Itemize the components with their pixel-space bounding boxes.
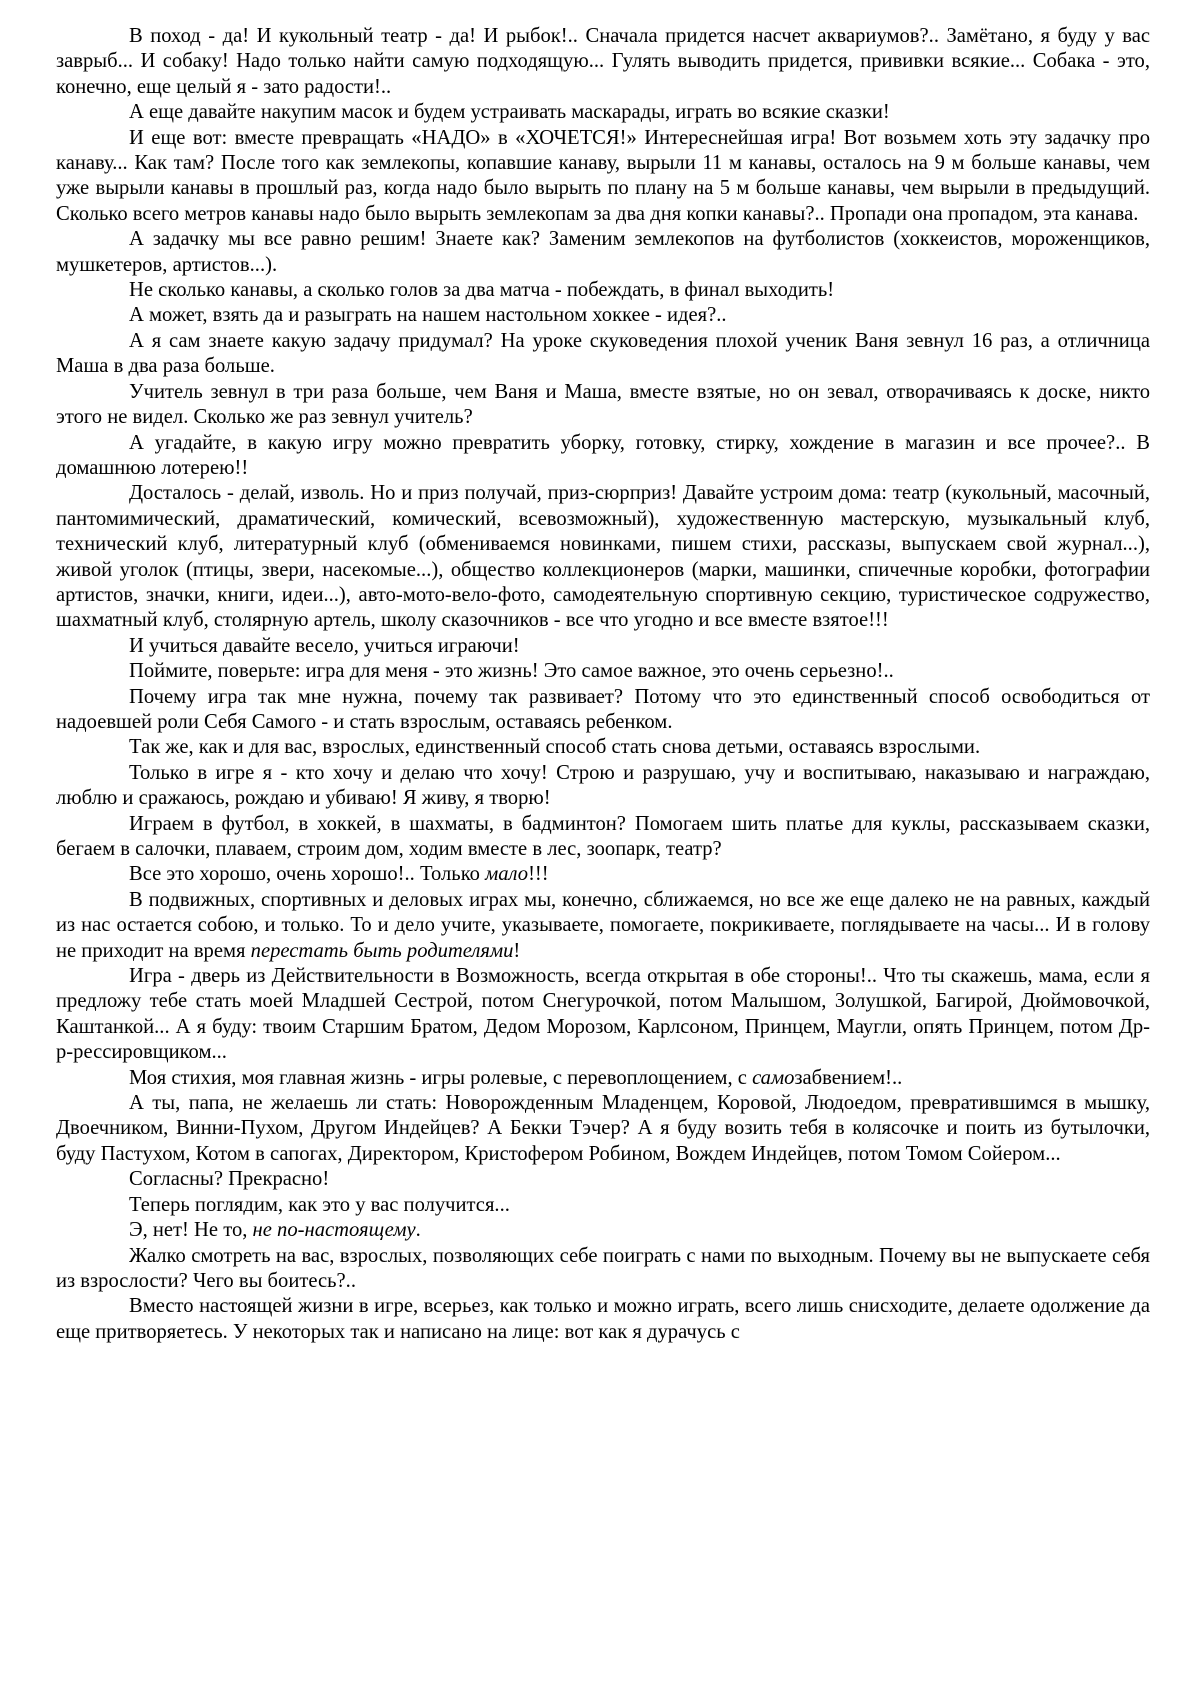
- text-run: Учитель зевнул в три раза больше, чем Ваня и Маша, вместе взятые, но он зевал, отворачиваясь к доске, никто этого не видел. Сколько же раз зевнул учитель?: [56, 380, 1150, 429]
- text-run: А ты, папа, не желаешь ли стать: Новорожденным Младенцем, Коровой, Людоедом, превратившимся в мышку, Двоечником, Винни-Пухом, Другом Индейцев? А Бекки Тэчер? А я буду возить тебя в колясочке и поить из бутылочки, буду Пастухом, Котом в сапогах, Директором, Кристофером Робином, Вождем Индейцев, потом Томом Сойером...: [56, 1092, 1150, 1165]
- paragraph: [56, 227, 1150, 278]
- text-run: А может, взять да и разыграть на нашем настольном хоккее - идея?..: [129, 304, 727, 327]
- paragraph: [56, 1218, 1150, 1243]
- text-run: А угадайте, в какую игру можно превратить уборку, готовку, стирку, хождение в магазин и все прочее?.. В домашнюю лотерею!!: [56, 431, 1150, 479]
- paragraph: [56, 1244, 1150, 1295]
- paragraph: [56, 24, 1150, 100]
- paragraph: [56, 278, 1150, 303]
- paragraph: [56, 659, 1150, 684]
- paragraph: [56, 862, 1150, 887]
- text-run: Досталось - делай, изволь. Но и приз получай, приз-сюрприз! Давайте устроим дома: театр (кукольный, масочный, пантомимический, драматический, комический, всевозможный), художественную мастерскую, музыкальный клуб, технический клуб, литературный клуб (обмениваемся новинками, пишем стихи, рассказы, выпускаем свой журнал...), живой уголок (птицы, звери, насекомые...), общество коллекционеров (марки, машинки, спичечные коробки, фотографии артистов, значки, книги, идеи...), авто-мото-вело-фото, самодеятельную спортивную секцию, туристическое содружество, шахматный клуб, столярную артель, школу сказочников - все что угодно и все вместе взятое!!!: [56, 482, 1150, 632]
- text-run: Согласны? Прекрасно!: [129, 1168, 330, 1191]
- paragraph: [56, 964, 1150, 1066]
- italic-emphasis: мало: [485, 863, 529, 886]
- paragraph: [56, 303, 1150, 328]
- paragraph: [56, 888, 1150, 964]
- paragraph: [56, 126, 1150, 228]
- paragraph: [56, 100, 1150, 125]
- text-run: забвением!..: [794, 1066, 903, 1089]
- paragraph: [56, 329, 1150, 380]
- text-run: Моя стихия, моя главная жизнь - игры ролевые, с перевоплощением, с: [129, 1066, 753, 1089]
- paragraph: [56, 685, 1150, 736]
- text-run: А еще давайте накупим масок и будем устраивать маскарады, играть во всякие сказки!: [129, 101, 890, 124]
- paragraph: [56, 1294, 1150, 1345]
- text-run: !!!: [528, 863, 549, 886]
- text-run: А я сам знаете какую задачу придумал? На уроке скуковедения плохой ученик Ваня зевнул 16 раз, а отличница Маша в два раза больше.: [56, 329, 1150, 378]
- text-run: Теперь поглядим, как это у вас получится...: [129, 1193, 510, 1216]
- text-run: Почему игра так мне нужна, почему так развивает? Потому что это единственный способ освободиться от надоевшей роли Себя Самого - и стать взрослым, оставаясь ребенком.: [56, 685, 1150, 733]
- paragraph: [56, 380, 1150, 431]
- text-run: И учиться давайте весело, учиться играючи!: [129, 634, 520, 657]
- text-run: Играем в футбол, в хоккей, в шахматы, в бадминтон? Помогаем шить платье для куклы, рассказываем сказки, бегаем в салочки, плаваем, строим дом, ходим вместе в лес, зоопарк, театр?: [56, 812, 1150, 860]
- text-run: Не сколько канавы, а сколько голов за два матча - побеждать, в финал выходить!: [129, 279, 835, 302]
- text-run: .: [415, 1219, 421, 1242]
- paragraph: [56, 481, 1150, 633]
- text-run: Только в игре я - кто хочу и делаю что хочу! Строю и разрушаю, учу и воспитываю, наказываю и награждаю, люблю и сражаюсь, рождаю и убиваю! Я живу, я творю!: [56, 761, 1150, 810]
- paragraph: [56, 1091, 1150, 1167]
- text-run: В поход - да! И кукольный театр - да! И рыбок!.. Сначала придется насчет аквариумов?.. Замётано, я буду у вас заврыб... И собаку! Надо только найти самую подходящую... Гулять выводить придется, прививки всякие... Собака - это, конечно, еще целый я - зато радости!..: [56, 25, 1150, 98]
- text-run: Вместо настоящей жизни в игре, всерьез, как только и можно играть, всего лишь снисходите, делаете одолжение да еще притворяетесь. У некоторых так и написано на лице: вот как я дурачусь с: [56, 1295, 1150, 1343]
- paragraph: [56, 431, 1150, 482]
- paragraph: [56, 1193, 1150, 1218]
- text-run: А задачку мы все равно решим! Знаете как? Заменим землекопов на футболистов (хоккеистов, мороженщиков, мушкетеров, артистов...).: [56, 228, 1150, 276]
- paragraph: [56, 1167, 1150, 1192]
- italic-emphasis: перестать быть родителями: [250, 939, 514, 962]
- italic-emphasis: само: [752, 1066, 795, 1089]
- text-run: Все это хорошо, очень хорошо!.. Только: [129, 863, 486, 886]
- italic-emphasis: не по-настоящему: [252, 1219, 416, 1242]
- paragraph: [56, 735, 1150, 760]
- document-page: [56, 24, 1150, 1684]
- text-run: И еще вот: вместе превращать «НАДО» в «ХОЧЕТСЯ!» Интереснейшая игра! Вот возьмем хоть эту задачку про канаву... Как там? После того как землекопы, копавшие канаву, вырыли 11 м канавы, осталось на 9 м больше канавы, чем уже вырыли канавы в прошлый раз, когда надо было вырыть по плану на 5 м больше канавы, чем вырыли в предыдущий. Сколько всего метров канавы надо было вырыть землекопам за два дня копки канавы?.. Пропади она пропадом, эта канава.: [56, 126, 1150, 225]
- text-run: Так же, как и для вас, взрослых, единственный способ стать снова детьми, оставаясь взрослыми.: [129, 736, 981, 759]
- text-run: Игра - дверь из Действительности в Возможность, всегда открытая в обе стороны!.. Что ты скажешь, мама, если я предложу тебе стать моей Младшей Сестрой, потом Снегурочкой, потом Малышом, Золушкой, Багирой, Дюймовочкой, Каштанкой... А я буду: твоим Старшим Братом, Дедом Морозом, Карлсоном, Принцем, Маугли, опять Принцем, потом Др-р-рессировщиком...: [56, 965, 1150, 1064]
- paragraph: [56, 634, 1150, 659]
- text-run: Э, нет! Не то,: [129, 1219, 253, 1242]
- text-run: Жалко смотреть на вас, взрослых, позволяющих себе поиграть с нами по выходным. Почему вы не выпускаете себя из взрослости? Чего вы боитесь?..: [56, 1244, 1150, 1292]
- text-run: Поймите, поверьте: игра для меня - это жизнь! Это самое важное, это очень серьезно!..: [129, 660, 894, 683]
- paragraph: [56, 761, 1150, 812]
- text-run: В подвижных, спортивных и деловых играх мы, конечно, сближаемся, но все же еще далеко не на равных, каждый из нас остается собою, и только. То и дело учите, указываете, помогаете, покрикиваете, поглядываете на часы... И в голову не приходит на время: [56, 888, 1150, 962]
- text-run: !: [513, 939, 521, 962]
- paragraph: [56, 1066, 1150, 1091]
- paragraph: [56, 812, 1150, 863]
